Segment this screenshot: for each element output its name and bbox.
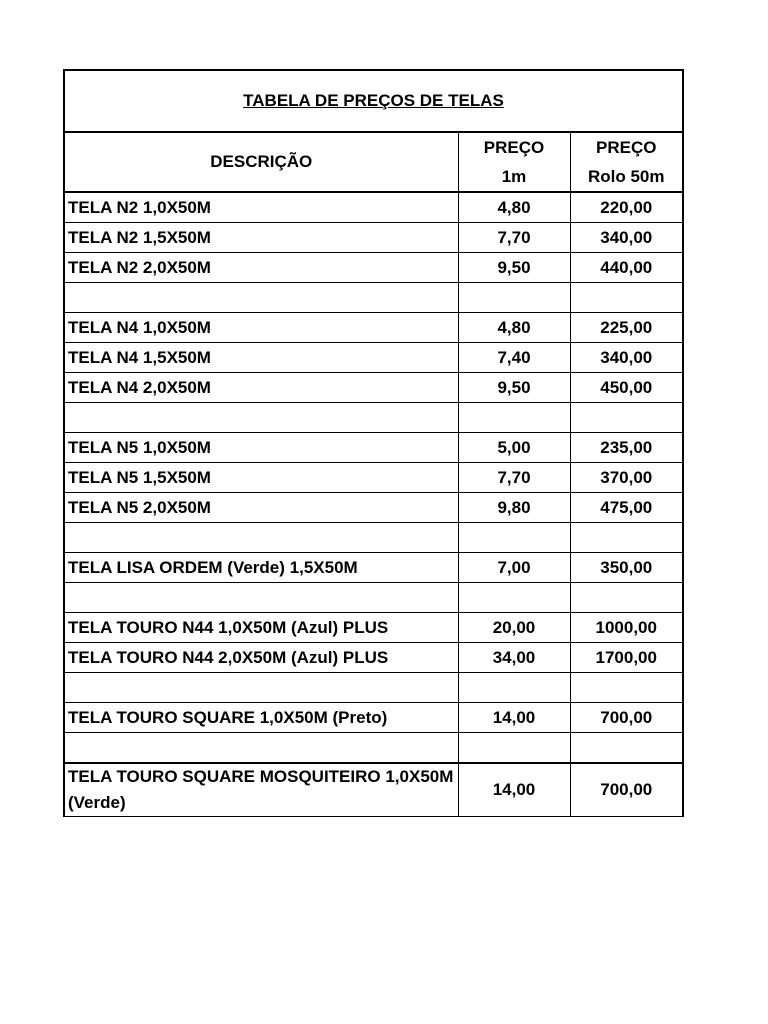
row-description <box>64 673 458 703</box>
row-description: TELA N5 1,5X50M <box>64 463 458 493</box>
table-row <box>64 643 683 673</box>
row-price-roll: 340,00 <box>570 223 683 253</box>
row-price-roll: 440,00 <box>570 253 683 283</box>
row-description: TELA N4 2,0X50M <box>64 373 458 403</box>
table-row <box>64 223 683 253</box>
table-row <box>64 763 683 817</box>
row-price-roll <box>570 583 683 613</box>
header-price-roll-line2: Rolo 50m <box>587 167 665 186</box>
row-description: TELA N5 1,0X50M <box>64 433 458 463</box>
row-price-roll: 235,00 <box>570 433 683 463</box>
row-price-roll <box>570 403 683 433</box>
header-price-1m-line1: PREÇO <box>483 138 545 157</box>
row-description <box>64 283 458 313</box>
spacer-row <box>64 523 683 553</box>
row-price-1m <box>458 283 570 313</box>
row-price-1m <box>458 523 570 553</box>
row-price-1m <box>458 733 570 764</box>
row-price-1m: 9,80 <box>458 493 570 523</box>
header-price-1m-line2: 1m <box>501 167 527 186</box>
row-price-roll: 370,00 <box>570 463 683 493</box>
row-description: TELA N2 1,0X50M <box>64 192 458 223</box>
header-price-roll-line1: PREÇO <box>596 138 657 157</box>
row-price-roll: 700,00 <box>570 763 683 817</box>
header-description: DESCRIÇÃO <box>64 132 458 192</box>
table-row <box>64 703 683 733</box>
row-price-1m: 14,00 <box>458 703 570 733</box>
row-price-roll: 225,00 <box>570 313 683 343</box>
table-row <box>64 493 683 523</box>
row-price-1m <box>458 673 570 703</box>
row-price-1m: 7,40 <box>458 343 570 373</box>
row-price-roll: 1700,00 <box>570 643 683 673</box>
spacer-row <box>64 673 683 703</box>
row-price-roll <box>570 523 683 553</box>
row-description: TELA N2 2,0X50M <box>64 253 458 283</box>
table-row <box>64 253 683 283</box>
row-price-1m: 9,50 <box>458 253 570 283</box>
row-price-1m: 34,00 <box>458 643 570 673</box>
row-description: TELA N4 1,0X50M <box>64 313 458 343</box>
table-row <box>64 553 683 583</box>
row-description <box>64 523 458 553</box>
row-description <box>64 583 458 613</box>
title-row <box>64 70 683 132</box>
row-price-roll: 700,00 <box>570 703 683 733</box>
header-price-roll <box>570 132 683 192</box>
row-price-roll <box>570 673 683 703</box>
table-row <box>64 463 683 493</box>
row-price-1m <box>458 403 570 433</box>
row-price-roll: 350,00 <box>570 553 683 583</box>
row-price-1m: 5,00 <box>458 433 570 463</box>
row-description: TELA LISA ORDEM (Verde) 1,5X50M <box>64 553 458 583</box>
price-table <box>63 69 684 817</box>
row-description <box>64 403 458 433</box>
row-price-roll <box>570 733 683 764</box>
table-row <box>64 343 683 373</box>
row-description: TELA TOURO N44 2,0X50M (Azul) PLUS <box>64 643 458 673</box>
row-price-roll: 340,00 <box>570 343 683 373</box>
spacer-row <box>64 283 683 313</box>
row-price-1m: 20,00 <box>458 613 570 643</box>
header-row <box>64 132 683 192</box>
row-description: TELA TOURO SQUARE 1,0X50M (Preto) <box>64 703 458 733</box>
row-price-1m: 14,00 <box>458 763 570 817</box>
table-row <box>64 433 683 463</box>
spacer-row <box>64 583 683 613</box>
row-price-roll: 1000,00 <box>570 613 683 643</box>
row-price-roll <box>570 283 683 313</box>
row-price-1m: 9,50 <box>458 373 570 403</box>
row-description: TELA TOURO SQUARE MOSQUITEIRO 1,0X50M (Verde) <box>64 763 458 817</box>
row-price-1m: 4,80 <box>458 313 570 343</box>
row-price-roll: 450,00 <box>570 373 683 403</box>
row-price-1m: 4,80 <box>458 192 570 223</box>
table-row <box>64 313 683 343</box>
table-title: TABELA DE PREÇOS DE TELAS <box>64 70 683 132</box>
row-description: TELA TOURO N44 1,0X50M (Azul) PLUS <box>64 613 458 643</box>
row-price-1m: 7,70 <box>458 223 570 253</box>
row-description <box>64 733 458 764</box>
spacer-row <box>64 403 683 433</box>
row-description: TELA N4 1,5X50M <box>64 343 458 373</box>
row-description: TELA N5 2,0X50M <box>64 493 458 523</box>
table-row <box>64 192 683 223</box>
table-row <box>64 373 683 403</box>
row-price-roll: 475,00 <box>570 493 683 523</box>
row-price-roll: 220,00 <box>570 192 683 223</box>
row-description: TELA N2 1,5X50M <box>64 223 458 253</box>
row-price-1m: 7,00 <box>458 553 570 583</box>
header-price-1m <box>458 132 570 192</box>
row-price-1m <box>458 583 570 613</box>
price-sheet <box>63 69 682 817</box>
spacer-row <box>64 733 683 764</box>
table-row <box>64 613 683 643</box>
row-price-1m: 7,70 <box>458 463 570 493</box>
